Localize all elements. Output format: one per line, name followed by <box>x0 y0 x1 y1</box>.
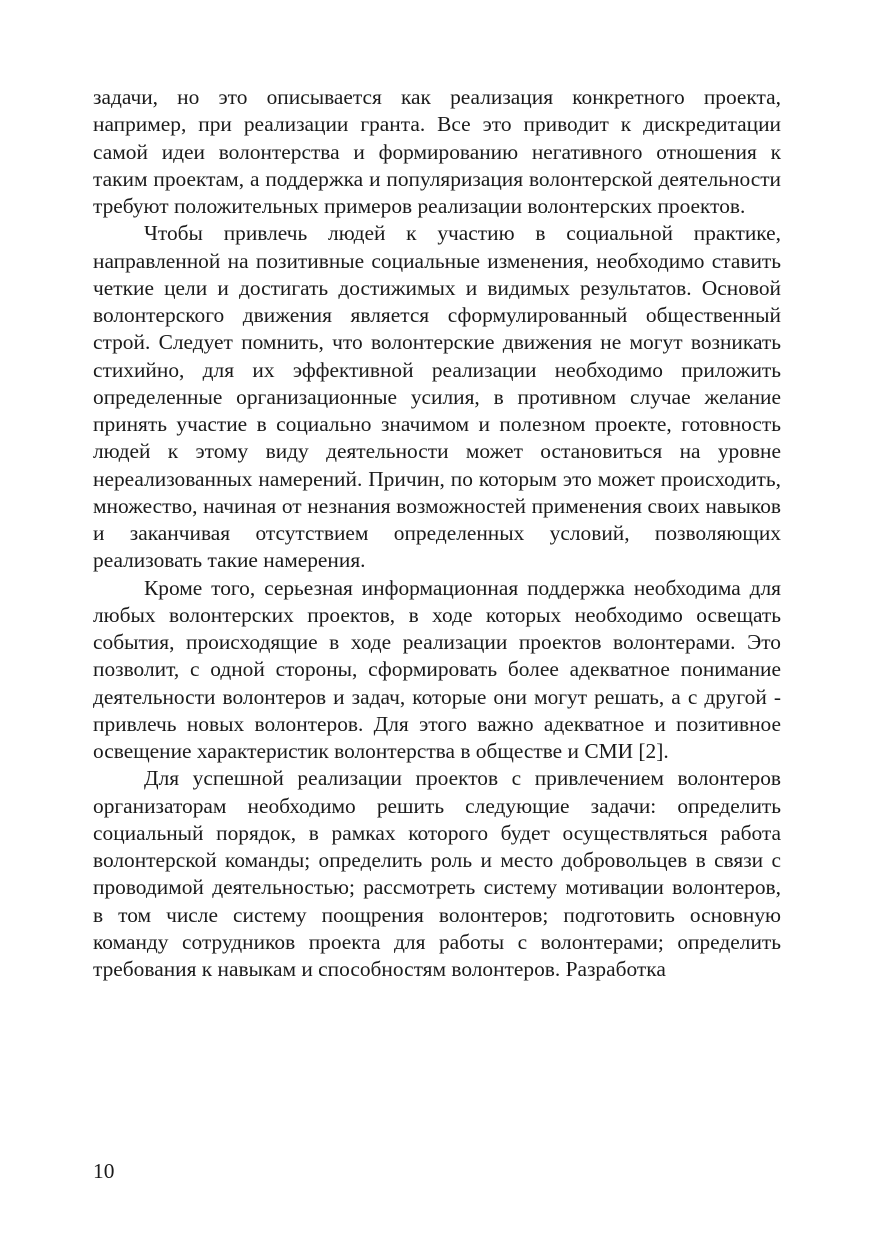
paragraph-3: Кроме того, серьезная информационная поддержка необходима для любых волонтерских проектов, в ходе которых необходимо освещать события, происходящие в ходе реализации проектов волонтерами. Это позволит, с одной стороны, сформировать более адекватное понимание деятельности волонтеров и задач, которые они могут решать, а с другой - привлечь новых волонтеров. Для этого важно адекватное и позитивное освещение характеристик волонтерства в обществе и СМИ [2]. <box>93 575 781 763</box>
page-number: 10 <box>93 1159 115 1183</box>
text-column <box>93 84 781 983</box>
paragraph-2: Чтобы привлечь людей к участию в социальной практике, направленной на позитивные социальные изменения, необходимо ставить четкие цели и достигать достижимых и видимых результатов. Основой волонтерского движения является сформулированный общественный строй. Следует помнить, что волонтерские движения не могут возникать стихийно, для их эффективной реализации необходимо приложить определенные организационные усилия, в противном случае желание принять участие в социально значимом и полезном проекте, готовность людей к этому виду деятельности может остановиться на уровне нереализованных намерений. Причин, по которым это может происходить, множество, начиная от незнания возможностей применения своих навыков и заканчивая отсутствием определенных условий, позволяющих реализовать такие намерения. <box>93 221 781 573</box>
paragraph-4: Для успешной реализации проектов с привлечением волонтеров организаторам необходимо решить следующие задачи: определить социальный порядок, в рамках которого будет осуществляться работа волонтерской команды; определить роль и место добровольцев в связи с проводимой деятельностью; рассмотреть систему мотивации волонтеров, в том числе систему поощрения волонтеров; подготовить основную команду сотрудников проекта для работы с волонтерами; определить требования к навыкам и способностям волонтеров. Разработка <box>93 766 781 981</box>
paragraph-1: задачи, но это описывается как реализация конкретного проекта, например, при реализации гранта. Все это приводит к дискредитации самой идеи волонтерства и формированию негативного отношения к таким проектам, а поддержка и популяризация волонтерской деятельности требуют положительных примеров реализации волонтерских проектов. <box>93 85 781 218</box>
